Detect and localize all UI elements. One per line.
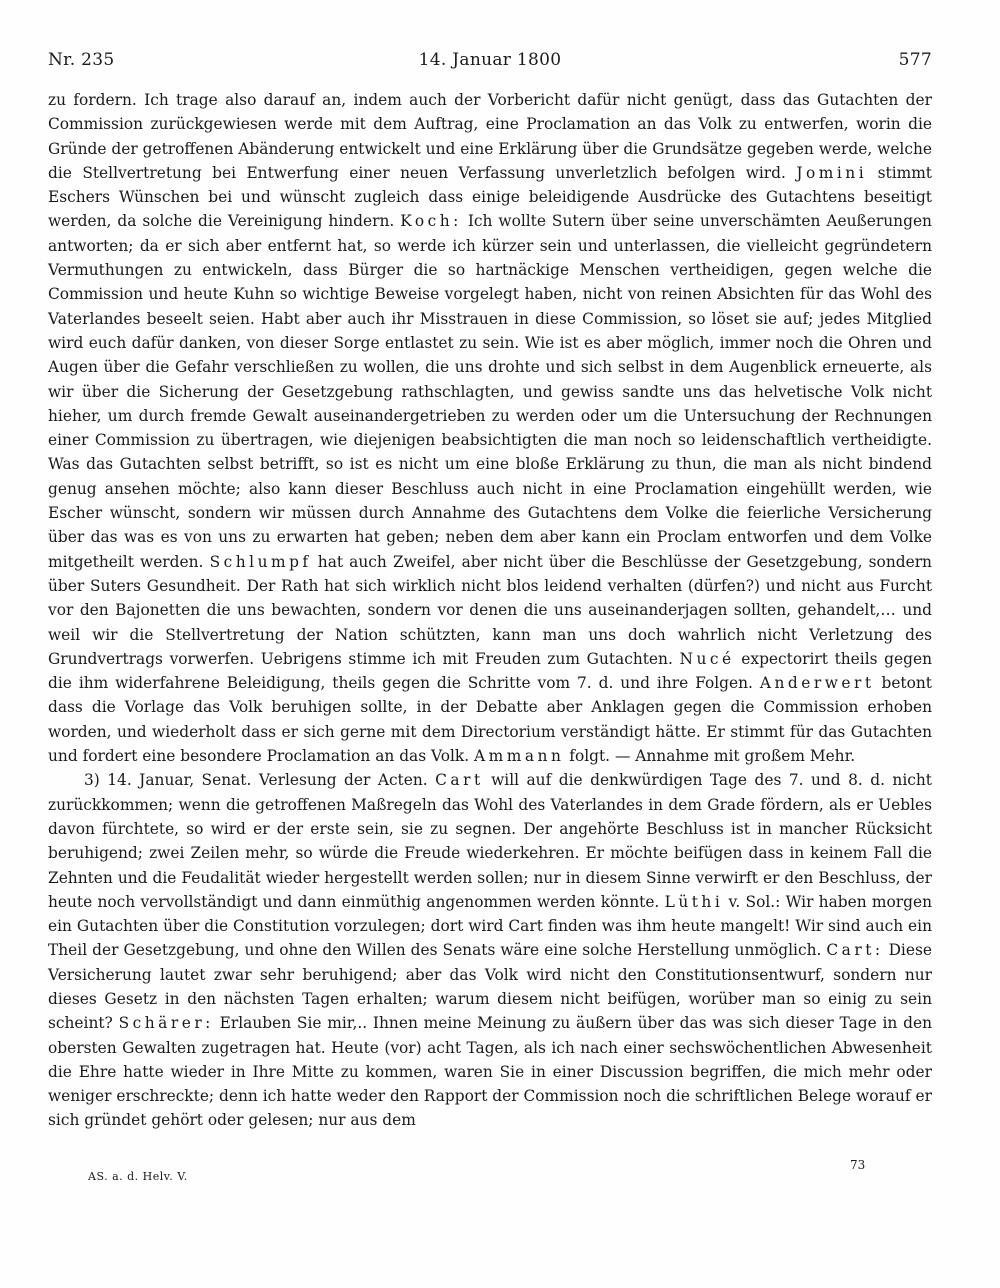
body-text bbox=[48, 88, 932, 1133]
speaker-name: Schärer: bbox=[118, 1014, 214, 1033]
text-run: Ich wollte Sutern über seine unverschämten Aeußerungen antworten; da er sich aber entfernt hat, so werde ich kürzer sein und unterlassen, die vielleicht gegründetern Vermuthungen zu entwickeln, dass Bürger die so hartnäckige Menschen vertheidigen, gegen welche die Commission und heute Kuhn so wichtige Beweise vorgelegt haben, nicht von reinen Absichten für das Wohl des Vaterlandes beseelt seien. Habt aber auch ihr Misstrauen in diese Commission, so löset sie auf; jedes Mitglied wird euch dafür danken, von dieser Sorge entlastet zu sein. Wie ist es aber möglich, immer noch die Ohren und Augen über die Gefahr verschließen zu wollen, die uns drohte und sich selbst in dem Augenblick erneuerte, als wir über die Sicherung der Gesetzgebung rathschlagten, und gewiss sandte uns das helvetische Volk nicht hieher, um durch fremde Gewalt auseinandergetrieben zu werden oder um die Untersuchung der Rechnungen einer Commission zu übertragen, wie diejenigen beabsichtigten die man noch so leidenschaftlich vertheidigte. Was das Gutachten selbst betrifft, so ist es nicht um eine bloße Erklärung zu thun, die man als nicht bindend genug ansehen möchte; also kann dieser Beschluss auch nicht in eine Proclamation eingehüllt werden, wie Escher wünscht, sondern wir müssen durch Annahme des Gutachtens dem Volke die feierliche Versicherung über das was es von uns zu erwarten hat geben; neben dem aber kann ein Proclam entworfen und dem Volke mitgetheilt werden. bbox=[48, 212, 932, 571]
speaker-name: Jomini bbox=[796, 163, 868, 182]
document-number: Nr. 235 bbox=[48, 50, 115, 70]
text-run: 3) 14. Januar, Senat. Verlesung der Acten. bbox=[84, 771, 428, 790]
paragraph-senat bbox=[48, 768, 932, 1132]
page-header bbox=[48, 50, 932, 80]
text-run: v. Sol.: Wir haben morgen ein Gutachten über die Constitution vorzulegen; dort wird Cart finden was ihm heute mangelt! Wir sind auch ein Theil der Gesetzgebung, und ohne den Willen des Senats wäre eine solche Herstellung unmöglich. bbox=[48, 892, 932, 960]
text-run: zu fordern. Ich trage also darauf an, indem auch der Vorbericht dafür nicht genügt, dass das Gutachten der Commission zurückgewiesen werde mit dem Auftrag, eine Proclamation an das Volk zu entwerfen, worin die Gründe der getroffenen Abänderung entwickelt und eine Erklärung über die Grundsätze gegeben werde, welche die Stellvertretung bei Entwerfung einer neuen Verfassung unverletzlich befolgen wird. bbox=[48, 91, 932, 182]
sheet-signature: 73 bbox=[850, 1158, 866, 1172]
text-run: Diese Versicherung lautet zwar sehr beruhigend; aber das Volk wird nicht den Constitutionsentwurf, sondern nur dieses Gesetz in den nächsten Tagen erhalten; warum diesem nicht beifügen, worüber man so einig zu sein scheint? bbox=[48, 941, 932, 1033]
text-run: stimmt Eschers Wünschen bei und wünscht zugleich dass einige beleidigende Ausdrücke des Gutachtens beseitigt werden, da solche die Vereinigung hindern. bbox=[48, 163, 932, 231]
speaker-name: Lüthi bbox=[664, 892, 724, 911]
speaker-name: Cart: bbox=[826, 941, 884, 960]
speaker-name: Nucé bbox=[679, 649, 735, 668]
header-date: 14. Januar 1800 bbox=[418, 50, 562, 70]
text-run: folgt. — Annahme mit großem Mehr. bbox=[569, 747, 856, 766]
text-run: betont dass die Vorlage das Volk beruhigen sollte, in der Debatte aber Anklagen gegen die Commission erhoben worden, und wiederholt dass er sich gerne mit dem Directorium verständigt hätte. Er stimmt für das Gutachten und fordert eine besondere Proclamation an das Volk. bbox=[48, 674, 932, 766]
source-footnote: AS. a. d. Helv. V. bbox=[88, 1170, 188, 1183]
text-run: Erlauben Sie mir,.. Ihnen meine Meinung zu äußern über das was sich dieser Tage in den obersten Gewalten zugetragen hat. Heute (vor) acht Tagen, als ich nach einer sechswöchentlichen Abwesenheit die Ehre hatte wieder in Ihre Mitte zu kommen, waren Sie in einer Discussion begriffen, die mich mehr oder weniger erschreckte; denn ich hatte weder den Rapport der Commission noch die schriftlichen Belege worauf er sich gründet gehört oder gelesen; nur aus dem bbox=[48, 1014, 932, 1130]
speaker-name: Anderwert bbox=[759, 674, 875, 693]
text-run: hat auch Zweifel, aber nicht über die Beschlüsse der Gesetzgebung, sondern über Suters Gesundheit. Der Rath hat sich wirklich nicht blos leidend verhalten (dürfen?) und nicht aus Furcht vor den Bajonetten die uns bewachten, sondern vor denen die uns auseinanderjagen sollten, gehandelt,… und weil wir die Stellvertretung der Nation schützten, kann man uns doch wahrlich nicht Verletzung des Grundvertrags vorwerfen. Uebrigens stimme ich mit Freuden zum Gutachten. bbox=[48, 552, 932, 668]
text-run: will auf die denkwürdigen Tage des 7. und 8. d. nicht zurückkommen; wenn die getroffenen Maßregeln das Wohl des Vaterlandes in dem Grade fördern, als er Uebles davon fürchtete, so wird er der erste sein, sie zu segnen. Der angehörte Beschluss ist in mancher Rücksicht beruhigend; zwei Zeilen mehr, so würde die Freude wiederkehren. Er möchte beifügen dass in keinem Fall die Zehnten und die Feudalität wieder hergestellt werden sollen; nur in diesem Sinne verwirft er den Beschluss, der heute noch vervollständigt und dann einmüthig angenommen werden könnte. bbox=[48, 771, 932, 911]
speaker-name: Cart bbox=[435, 771, 484, 790]
text-run: expectorirt theils gegen die ihm widerfahrene Beleidigung, theils gegen die Schritte vom 7. d. und ihre Folgen. bbox=[48, 649, 932, 693]
speaker-name: Koch: bbox=[400, 212, 462, 231]
page-number: 577 bbox=[898, 50, 932, 70]
speaker-name: Schlumpf bbox=[209, 552, 312, 571]
paragraph-grosser-rath bbox=[48, 88, 932, 768]
speaker-name: Ammann bbox=[474, 747, 565, 766]
